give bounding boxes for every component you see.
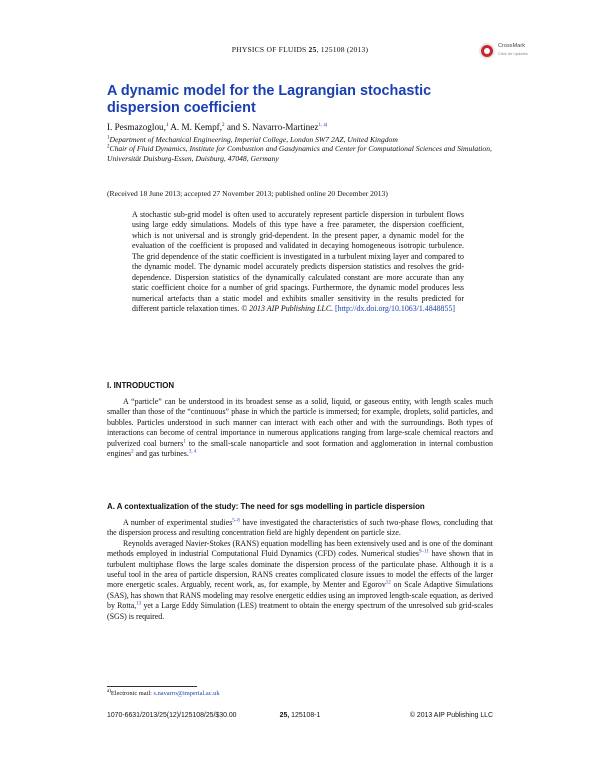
footnote-rule [107, 686, 197, 687]
subsection-heading-a: A. A contextualization of the study: The need for sgs modelling in particle dispersion [107, 502, 425, 511]
doi-link[interactable]: [http://dx.doi.org/10.1063/1.4848855] [335, 304, 456, 314]
crossmark-sub: Click for updates [498, 51, 528, 56]
abstract [132, 210, 464, 315]
subsection-a-body [107, 518, 493, 622]
paragraph: Reynolds averaged Navier-Stokes (RANS) equation modelling has been extensively used and is one of the dominant methods employed in industrial Computational Fluid Dynamics (CFD) codes. Numerical studies$^{9-11}$ have shown that in turbulent multiphase flows the large scales dominate the dispersion process of the particulate phase. Although it is a useful tool in the area of particle dispersion, RANS creates complicated closure issues to model the effects of the larger more energetic scales. Arguably, recent work, as, for example, by Menter and Egorov$^{12}$ on Scale Adaptive Simulations (SAS), has shown that RANS modeling may resolve energetic eddies using an improved length-scale equation, as derived by Rotta,$^{13}$ yet a Large Eddy Simulation (LES) treatment to obtain the energy spectrum of the unresolved sub grid-scales (SGS) is required. [107, 538, 494, 621]
author-list [107, 122, 327, 132]
citation-ref[interactable]: 13 [136, 601, 142, 607]
paper-title: A dynamic model for the Lagrangian stochastic dispersion coefficient [107, 83, 432, 116]
paragraph: A number of experimental studies$^{5-8}$ have investigated the characteristics of such two-phase flows, concluding that the dispersion process and resulting concentration field are highly dependent on particle size. [107, 518, 493, 538]
intro-paragraph: A “particle” can be understood in its broadest sense as a solid, liquid, or gaseous entity, with length scales much smaller than those of the “continuous” phase in which the particle is immersed; for example, droplets, solid particles, and bubbles. Particles understood in such manner can interact with each other and with the surroundings. Both types of interactions can become of central importance in numerous applications ranging from large-scale chemical reactors and pulverized coal burners$^1$ to the small-scale nanoparticle and soot formation and agglomeration in internal combustion engines$^2$ and gas turbines.$^{3, 4}$ [107, 397, 493, 459]
citation-ref[interactable]: 9–11 [418, 549, 429, 555]
footnote [107, 690, 220, 697]
affiliations [107, 135, 497, 163]
author-2: A. M. Kempf, [168, 122, 223, 132]
journal-name: PHYSICS OF FLUIDS [231, 45, 307, 54]
footnote-label: Electronic mail: [110, 690, 154, 697]
author-2-affil: 2 [222, 122, 225, 128]
section-heading-introduction: I. INTRODUCTION [107, 381, 175, 390]
abstract-text: A stochastic sub-grid model is often used to accurately represent particle dispersion in turbulent flows using large eddy simulations. Models of this type have a free parameter, the dispersion coefficient, which is not universal and is strongly grid-dependent. In the present paper, a dynamic model for the evaluation of the coefficient is proposed and validated in decaying homogeneous isotropic turbulence. The grid dependence of the static coefficient is investigated in a turbulent mixing layer and compared to the dynamic model. The dynamic model accurately predicts dispersion statistics and resolves the grid-dependence. Dispersion statistics of the dynamically calculated constant are more accurate than any static coefficient choice for a number of grid spacings. Furthermore, the dynamic model produces less numerical artefacts than a static model and exhibits smaller sensitivity in the results predicted for different particle relaxation times. [132, 210, 464, 314]
author-1-affil: 1 [165, 122, 169, 128]
footer-copyright: © 2013 AIP Publishing LLC [409, 712, 493, 719]
journal-citation: , 125108 (2013) [316, 45, 369, 54]
abstract-copyright: © 2013 AIP Publishing LLC. [241, 304, 334, 314]
crossmark-label: CrossMark [498, 43, 526, 49]
citation-ref[interactable]: 5–8 [232, 518, 240, 524]
affiliation-2: $^2$Chair of Fluid Dynamics, Institute for Combustion and Gasdynamics and Center for Computational Sciences and Simulation, Universität Duisburg-Essen, Duisburg, 47048, Germany [107, 144, 492, 163]
citation-ref[interactable]: 12 [385, 580, 391, 586]
author-3: and S. Navarro-Martinez [224, 122, 319, 132]
received-dates: (Received 18 June 2013; accepted 27 November 2013; published online 20 December 2013) [107, 189, 388, 198]
footer-issn: 1070-6631/2013/25(12)/125108/25/$30.00 [107, 712, 237, 719]
author-3-affil[interactable]: 1, a) [318, 122, 328, 128]
email-link[interactable]: s.navarro@imperial.ac.uk [153, 690, 220, 697]
crossmark-icon [479, 43, 495, 59]
citation-ref[interactable]: 3, 4 [188, 449, 197, 455]
journal-volume: 25 [308, 45, 317, 54]
crossmark-badge[interactable] [479, 40, 528, 68]
citation-ref[interactable]: 2 [131, 449, 134, 455]
footer-page: 25, 125108-1 [279, 712, 321, 719]
author-1: I. Pesmazoglou, [107, 122, 166, 132]
citation-ref[interactable]: 1 [183, 439, 186, 444]
affiliation-1: $^1$Department of Mechanical Engineering, Imperial College, London SW7 2AZ, United Kingdom [107, 135, 398, 144]
footnote-marker: a) [107, 688, 111, 694]
